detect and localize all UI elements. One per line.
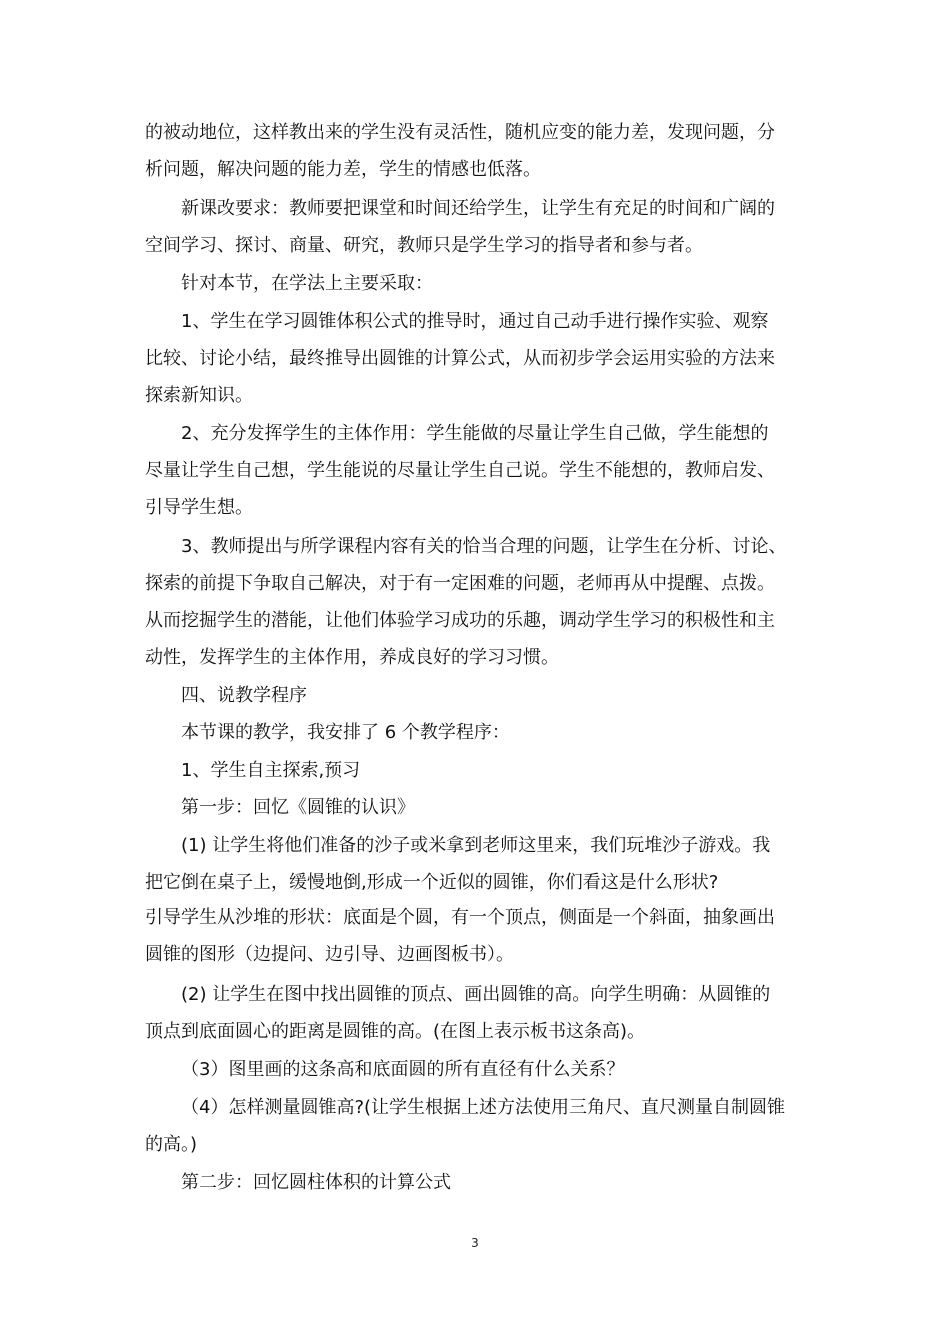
text-line: 1、学生在学习圆锥体积公式的推导时，通过自己动手进行操作实验、观察 xyxy=(181,311,769,332)
section-heading: 四、说教学程序 xyxy=(181,685,307,706)
text-line: 新课改要求：教师要把课堂和时间还给学生，让学生有充足的时间和广阔的 xyxy=(181,198,775,219)
text-line: （4）怎样测量圆锥高?(让学生根据上述方法使用三角尺、直尺测量自制圆锥 xyxy=(181,1097,786,1118)
text-line: 动性，发挥学生的主体作用，养成良好的学习习惯。 xyxy=(145,647,559,668)
text-line: 的高。) xyxy=(145,1134,198,1155)
text-line: 从而挖掘学生的潜能，让他们体验学习成功的乐趣，调动学生学习的积极性和主 xyxy=(145,610,775,631)
text-line: 尽量让学生自己想，学生能说的尽量让学生自己说。学生不能想的，教师启发、 xyxy=(145,460,775,481)
text-line: 空间学习、探讨、商量、研究，教师只是学生学习的指导者和参与者。 xyxy=(145,235,703,256)
text-line: 3、教师提出与所学课程内容有关的恰当合理的问题，让学生在分析、讨论、 xyxy=(181,536,787,557)
text-line: 顶点到底面圆心的距离是圆锥的高。(在图上表示板书这条高)。 xyxy=(145,1021,646,1042)
text-line: 第二步：回忆圆柱体积的计算公式 xyxy=(181,1172,451,1193)
text-line: 2、充分发挥学生的主体作用：学生能做的尽量让学生自己做，学生能想的 xyxy=(181,423,769,444)
text-line: 比较、讨论小结，最终推导出圆锥的计算公式，从而初步学会运用实验的方法来 xyxy=(145,348,775,369)
text-line: 引导学生从沙堆的形状：底面是个圆，有一个顶点，侧面是一个斜面，抽象画出 xyxy=(145,907,775,928)
text-line: 引导学生想。 xyxy=(145,497,253,518)
text-line: (1) 让学生将他们准备的沙子或米拿到老师这里来，我们玩堆沙子游戏。我 xyxy=(181,835,771,856)
page-number: 3 xyxy=(471,1236,479,1250)
text-line: 第一步：回忆《圆锥的认识》 xyxy=(181,797,415,818)
text-line: （3）图里画的这条高和底面圆的所有直径有什么关系？ xyxy=(181,1059,625,1080)
text-line: 本节课的教学，我安排了 6 个教学程序： xyxy=(181,722,510,743)
text-line: 1、学生自主探索,预习 xyxy=(181,760,361,781)
text-line: 探索新知识。 xyxy=(145,385,253,406)
text-line: 把它倒在桌子上，缓慢地倒,形成一个近似的圆锥，你们看这是什么形状? xyxy=(145,872,719,893)
text-line: (2) 让学生在图中找出圆锥的顶点、画出圆锥的高。向学生明确：从圆锥的 xyxy=(181,984,771,1005)
text-line: 圆锥的图形（边提问、边引导、边画图板书）。 xyxy=(145,944,514,965)
text-line: 针对本节，在学法上主要采取： xyxy=(181,273,433,294)
text-line: 探索的前提下争取自己解决，对于有一定困难的问题，老师再从中提醒、点拨。 xyxy=(145,573,775,594)
text-line: 的被动地位，这样教出来的学生没有灵活性，随机应变的能力差，发现问题，分 xyxy=(145,122,775,143)
text-line: 析问题，解决问题的能力差，学生的情感也低落。 xyxy=(145,159,541,180)
